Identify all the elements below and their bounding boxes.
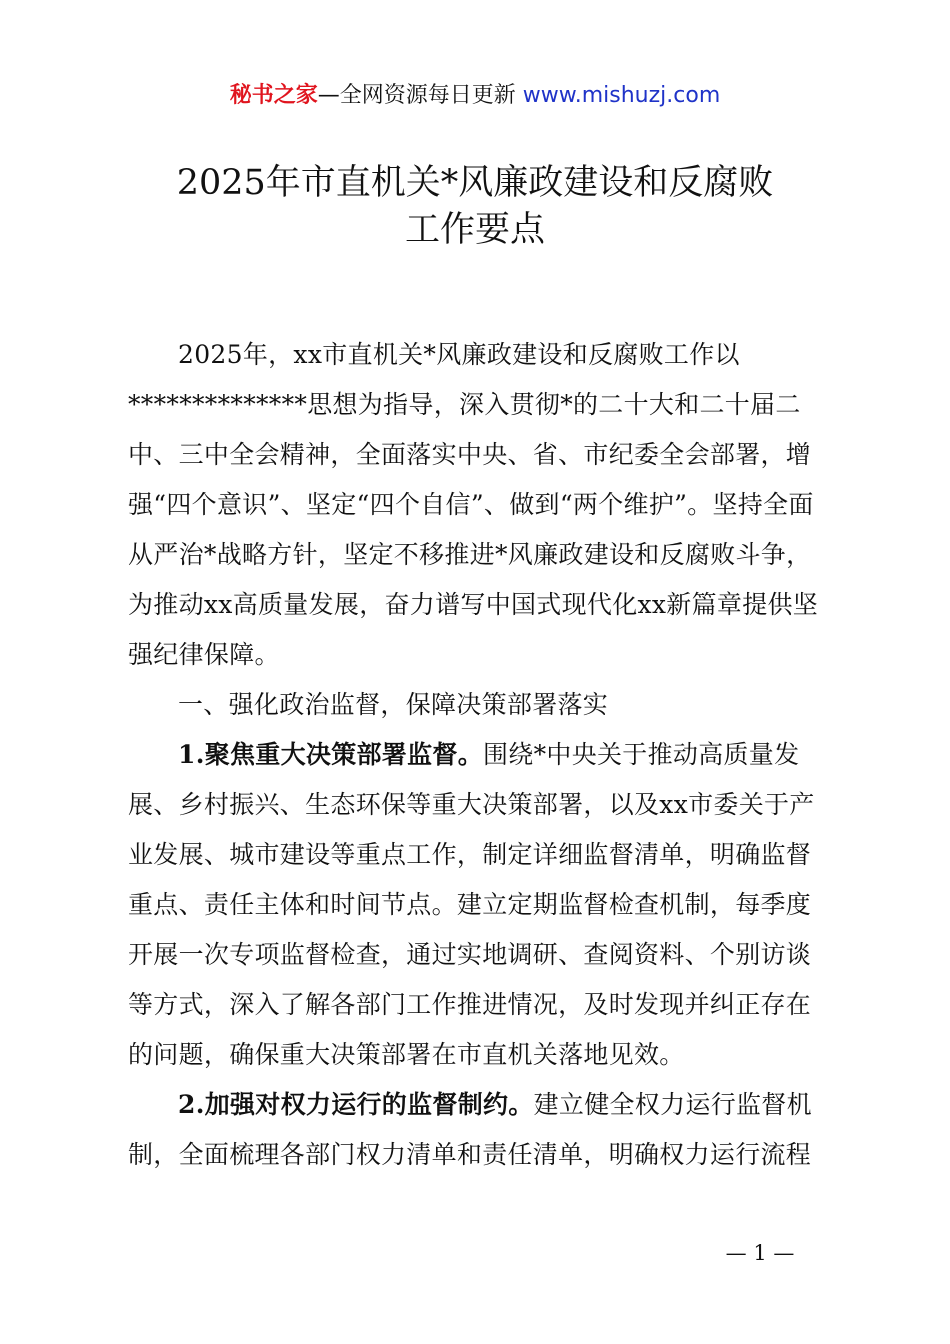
site-brand-name: 秘书之家 (229, 83, 318, 108)
title-line-2: 工作要点 (404, 210, 545, 250)
site-url-link[interactable]: www.mishuzj.com (522, 83, 721, 108)
item-2-paragraph (128, 1080, 834, 1180)
site-tagline: —全网资源每日更新 (317, 83, 523, 108)
item-2-heading: 2.加强对权力运行的监督制约。 (178, 1090, 534, 1119)
intro-paragraph: 2025年，xx市直机关*风廉政建设和反腐败工作以**************思想为指导，深入贯彻*的二十大和二十届二中、三中全会精神，全面落实中央、省、市纪委全会部署，增强“四个意识”、坚定“四个自信”、做到“两个维护”。坚持全面从严治*战略方针，坚定不移推进*风廉政建设和反腐败斗争，为推动xx高质量发展，奋力谱写中国式现代化xx新篇章提供坚强纪律保障。 (128, 340, 819, 669)
section-heading-1: 一、强化政治监督，保障决策部署落实 (178, 690, 609, 719)
item-1-paragraph (128, 730, 834, 1080)
document-body (128, 330, 834, 1180)
item-1-body: 围绕*中央关于推动高质量发展、乡村振兴、生态环保等重大决策部署，以及xx市委关于产业发展、城市建设等重点工作，制定详细监督清单，明确监督重点、责任主体和时间节点。建立定期监督检查机制，每季度开展一次专项监督检查，通过实地调研、查阅资料、个别访谈等方式，深入了解各部门工作推进情况，及时发现并纠正存在的问题，确保重大决策部署在市直机关落地见效。 (128, 740, 815, 1069)
page-number: — 1 — (725, 1241, 795, 1265)
item-2-body: 建立健全权力运行监督机制，全面梳理各部门权力清单和责任清单，明确权力运行流程 (128, 1090, 812, 1169)
item-1-heading: 1.聚焦重大决策部署监督。 (178, 740, 483, 769)
document-title (80, 160, 870, 254)
site-banner (0, 80, 950, 112)
title-line-1: 2025年市直机关*风廉政建设和反腐败 (176, 163, 774, 203)
